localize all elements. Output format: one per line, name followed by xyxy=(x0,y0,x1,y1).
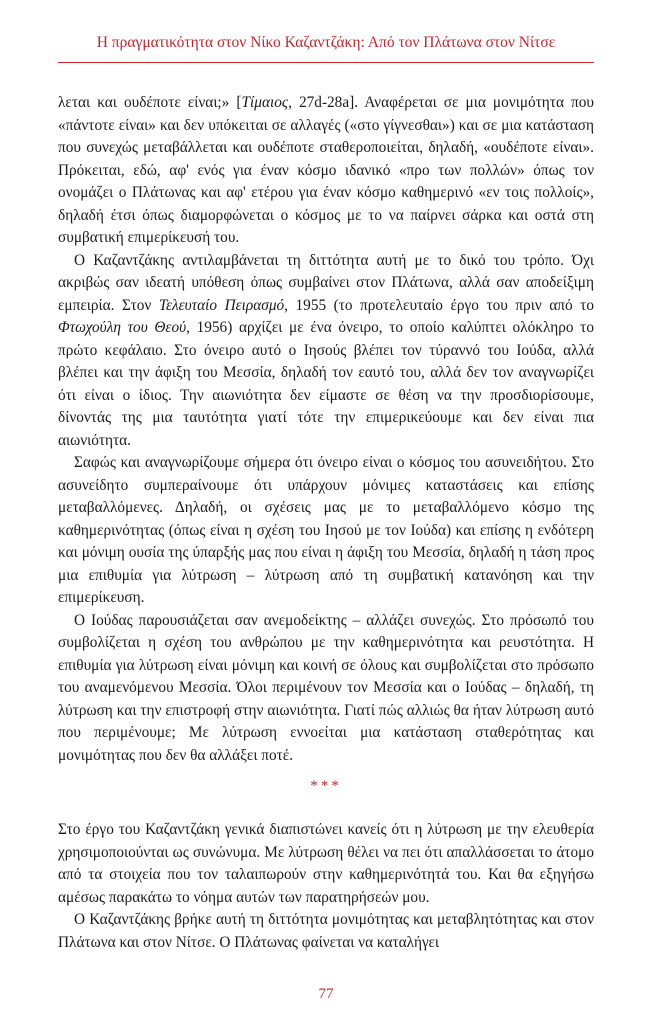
italic-title: Φτωχούλη του Θεού xyxy=(58,319,187,336)
text-run: Σαφώς και αναγνωρίζουμε σήμερα ότι όνειρο είναι ο κόσμος του ασυνειδήτου. Στο ασυνείδητο συμπεραίνουμε ότι υπάρχουν μόνιμες καταστάσεις και επίσης μεταβαλλόμενες. Δηλαδή, οι σχέσεις μας με το μεταβαλλόμενο κόσμο της καθημερινότητας (όπως είναι η σχέση του Ιησού με τον Ιούδα) και επίσης η ενδότερη και μόνιμη ουσία της ύπαρξής μας που είναι η άφιξη του Μεσσία, δηλαδή η τάση προς μια επιθυμία για λύτρωση – λύτρωση από τη συμβατική κατανόηση και την επιμερίκευση. xyxy=(58,454,594,606)
text-run: , 1956) αρχίζει με ένα όνειρο, το οποίο καλύπτει ολόκληρο το πρώτο κεφάλαιο. Στο όνειρο αυτό ο Ιησούς βλέπει τον τύραννό του Ιούδα, αλλά βλέπει και την άφιξη του Μεσσία, δηλαδή τον εαυτό του, αλλά δεν τον αναγνωρίζει ότι είναι ο ίδιος. Την αιωνιότητα δεν είμαστε σε θέση να την προσδιορίσουμε, δίνοντάς της μια ταυτότητα γιατί τότε την επιμερικεύουμε και δεν είναι πια αιωνιότητα. xyxy=(58,319,594,449)
paragraph xyxy=(58,610,594,768)
italic-title: Τίμαιος xyxy=(241,94,289,111)
text-run: , 27d-28a]. Αναφέρεται σε μια μονιμότητα που «πάντοτε είναι» και δεν υπόκειται σε αλλαγές («στο γίγνεσθαι») και σε μια κατάσταση που συνεχώς μεταβάλλεται και ουδέποτε σταθεροποιείται, δηλαδή, «ουδέποτε είναι». Πρόκειται, εδώ, αφ' ενός για έναν κόσμο ιδανικό «προ των πολλών» όπως τον ονομάζει ο Πλάτωνας και αφ' ετέρου για έναν κόσμο καθημερινό «εν τοις πολλοίς», δηλαδή έτσι όπως διαμορφώνεται ο κόσμος με το να παίρνει σάρκα και οστά στη συμβατική επιμερίκευσή του. xyxy=(58,94,594,246)
italic-title: Τελευταίο Πειρασμό xyxy=(158,296,285,314)
text-run: Ο Καζαντζάκης αντιλαμβάνεται τη διττότητα αυτή με το δικό του τρόπο. Όχι ακριβώς σαν ιδεατή υπόθεση όπως συμβαίνει στον Πλάτωνα, αλλά σαν αποδείξιμη εμπειρία. Στον xyxy=(58,251,594,314)
running-head: Η πραγματικότητα στον Νίκο Καζαντζάκη: Από τον Πλάτωνα στον Νίτσε xyxy=(96,34,556,51)
text-run: Ο Καζαντζάκης βρήκε αυτή τη διττότητα μονιμότητας και μεταβλητότητας και στον Πλάτωνα και στον Νίτσε. Ο Πλάτωνας φαίνεται να καταλήγει xyxy=(58,911,594,951)
header-rule xyxy=(58,62,594,63)
body-text xyxy=(58,92,594,767)
page-number: 77 xyxy=(318,986,334,1002)
body-text-continued xyxy=(58,819,594,954)
text-run: Ο Ιούδας παρουσιάζεται σαν ανεμοδείκτης – αλλάζει συνεχώς. Στο πρόσωπό του συμβολίζεται η σχέση του ανθρώπου με την καθημερινότητα και ρευστότητα. Η επιθυμία για λύτρωση είναι μόνιμη και κοινή σε όλους και συμβολίζεται στο πρόσωπο του αναμενόμενου Μεσσία. Όλοι περιμένουν τον Μεσσία και ο Ιούδας – δηλαδή, τη λύτρωση και την επιστροφή στην αιωνιότητα. Γιατί πώς αλλιώς θα ήταν λύτρωση αυτό που περιμένουμε; Με λύτρωση εννοείται μια κατάσταση σταθερότητας και μονιμότητας που δεν θα αλλάξει ποτέ. xyxy=(58,611,594,764)
paragraph xyxy=(58,250,594,453)
text-run: , 1955 (το προτελευταίο έργο του πριν από το xyxy=(284,296,594,314)
paragraph xyxy=(58,452,594,610)
paragraph xyxy=(58,92,594,250)
text-run: Στο έργο του Καζαντζάκη γενικά διαπιστώνει κανείς ότι η λύτρωση με την ελευθερία χρησιμοποιούνται ως συνώνυμα. Με λύτρωση θέλει να πει ότι απαλλάσσεται το άτομο από τα στοιχεία που τον ταλαιπωρούν στην καθημερινότητά του. Και θα εξηγήσω αμέσως παρακάτω το νόημα αυτών των παρατηρήσεών μου. xyxy=(58,821,594,906)
paragraph xyxy=(58,909,594,954)
text-run: λεται και ουδέποτε είναι;» [ xyxy=(58,94,242,111)
paragraph xyxy=(58,819,594,909)
section-separator: *** xyxy=(310,778,342,794)
